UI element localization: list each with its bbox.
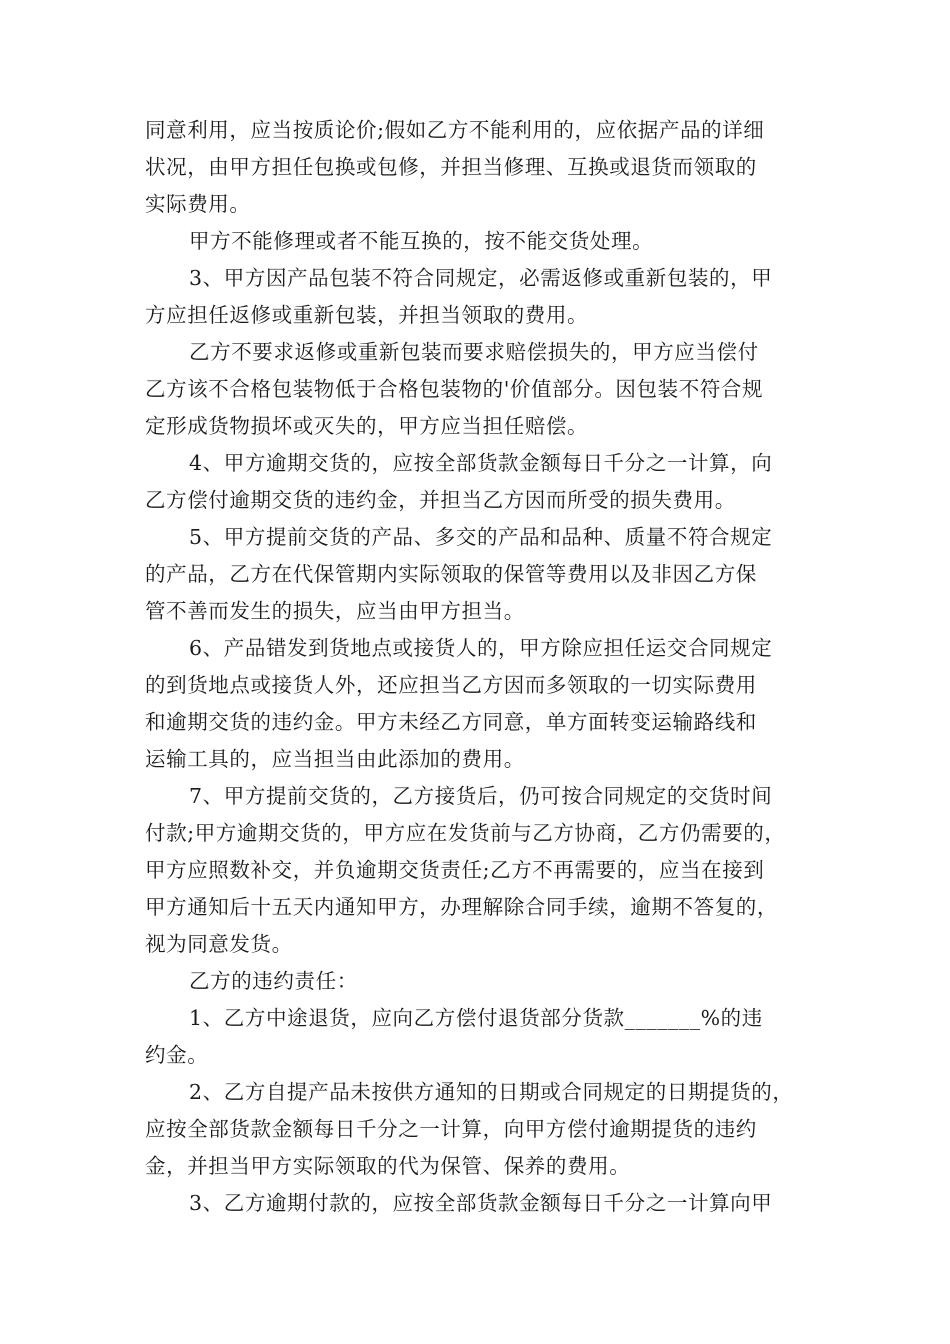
text-line: 的产品，乙方在代保管期内实际领取的保管等费用以及非因乙方保	[145, 562, 757, 586]
text-line: 4、甲方逾期交货的，应按全部货款金额每日千分之一计算，向	[189, 451, 773, 475]
text-line: 3、甲方因产品包装不符合同规定，必需返修或重新包装的，甲	[189, 266, 773, 290]
text-line: 方应担任返修或重新包装，并担当领取的费用。	[145, 303, 589, 327]
text-line: 定形成货物损坏或灭失的，甲方应当担任赔偿。	[145, 414, 589, 438]
text-line: 视为同意发货。	[145, 932, 293, 956]
text-line: 的到货地点或接货人外，还应担当乙方因而多领取的一切实际费用	[145, 673, 757, 697]
text-line: 甲方不能修理或者不能互换的，按不能交货处理。	[189, 229, 654, 253]
text-line: 7、甲方提前交货的，乙方接货后，仍可按合同规定的交货时间	[189, 784, 773, 808]
text-line: 6、产品错发到货地点或接货人的，甲方除应担任运交合同规定	[189, 636, 773, 660]
text-line: 2、乙方自提产品未按供方通知的日期或合同规定的日期提货的，	[189, 1080, 794, 1104]
text-line: 实际费用。	[145, 192, 251, 216]
text-line: 5、甲方提前交货的产品、多交的产品和品种、质量不符合规定	[189, 525, 773, 549]
text-line: 甲方通知后十五天内通知甲方，办理解除合同手续，逾期不答复的，	[145, 895, 778, 919]
text-line: 甲方应照数补交，并负逾期交货责任;乙方不再需要的，应当在接到	[145, 858, 765, 882]
text-line: 乙方偿付逾期交货的违约金，并担当乙方因而所受的损失费用。	[145, 488, 736, 512]
text-line: 状况，由甲方担任包换或包修，并担当修理、互换或退货而领取的	[145, 155, 757, 179]
text-line: 3、乙方逾期付款的，应按全部货款金额每日千分之一计算向甲	[189, 1191, 773, 1215]
text-line: 运输工具的，应当担当由此添加的费用。	[145, 747, 525, 771]
text-line: 应按全部货款金额每日千分之一计算，向甲方偿付逾期提货的违约	[145, 1117, 757, 1141]
text-line: 约金。	[145, 1043, 209, 1067]
text-line: 乙方该不合格包装物低于合格包装物的'价值部分。因包装不符合规	[145, 377, 764, 401]
text-line: 乙方不要求返修或重新包装而要求赔偿损失的，甲方应当偿付	[189, 340, 759, 364]
document-body	[145, 112, 807, 1222]
text-line: 管不善而发生的损失，应当由甲方担当。	[145, 599, 525, 623]
text-line: 金，并担当甲方实际领取的代为保管、保养的费用。	[145, 1154, 631, 1178]
text-line: 1、乙方中途退货，应向乙方偿付退货部分货款_______%的违	[189, 1006, 763, 1030]
text-line: 同意利用，应当按质论价;假如乙方不能利用的，应依据产品的详细	[145, 118, 765, 142]
text-line: 付款;甲方逾期交货的，甲方应在发货前与乙方协商，乙方仍需要的，	[145, 821, 786, 845]
text-line: 乙方的违约责任：	[189, 969, 358, 993]
text-line: 和逾期交货的违约金。甲方未经乙方同意，单方面转变运输路线和	[145, 710, 757, 734]
